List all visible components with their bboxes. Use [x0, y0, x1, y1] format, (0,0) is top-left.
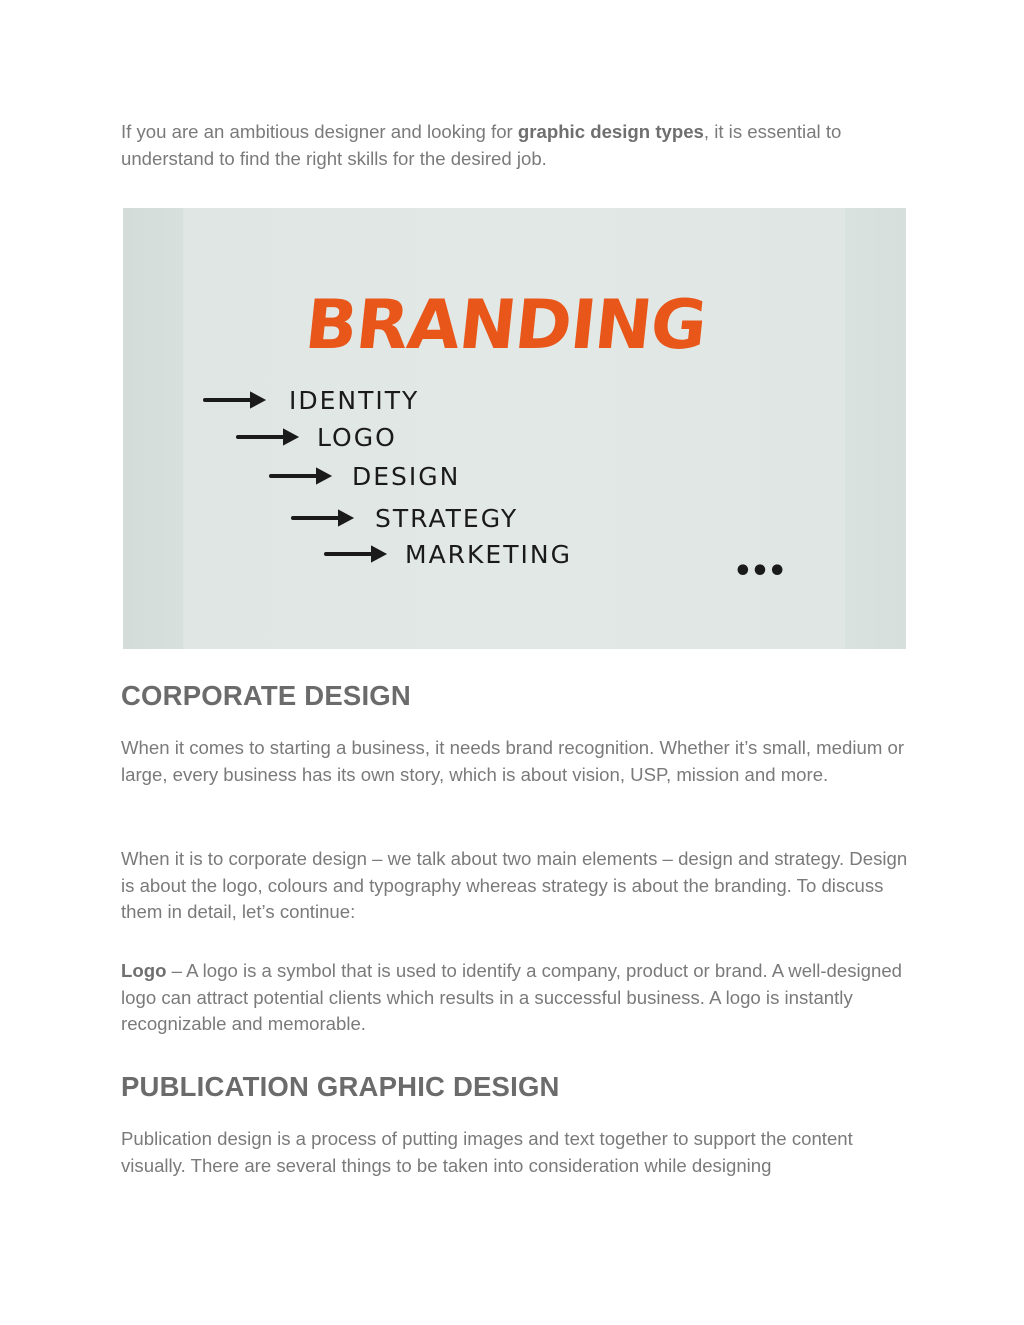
publication-paragraph: Publication design is a process of putting images and text together to support the content visually. There are several things to be taken into consideration while designing: [121, 1128, 853, 1176]
section-heading-publication-graphic-design: PUBLICATION GRAPHIC DESIGN: [121, 1071, 560, 1102]
branding-image: [123, 208, 906, 649]
intro-text-after: , it is essential to understand to find the right skills for the desired job.: [121, 121, 842, 169]
branding-item-marketing: MARKETING: [405, 540, 572, 569]
logo-paragraph: [121, 958, 911, 1038]
ellipsis-dots: •••: [733, 554, 785, 589]
branding-item-design: DESIGN: [352, 462, 461, 491]
corporate-paragraph-1: When it comes to starting a business, it needs brand recognition. Whether it’s small, medium or large, every business has its own story, which is about vision, USP, mission and more.: [121, 737, 905, 785]
logo-term: Logo: [121, 960, 167, 981]
intro-paragraph: [121, 119, 911, 172]
section-heading-corporate-design: CORPORATE DESIGN: [121, 680, 411, 711]
branding-title: BRANDING: [301, 286, 710, 365]
intro-bold-keyword: graphic design types: [517, 121, 704, 142]
corporate-paragraph-2: When it is to corporate design – we talk about two main elements – design and strategy. Design is about the logo, colours and typography whereas strategy is about the branding. To discuss them in detail, let’s continue:: [121, 848, 908, 923]
branding-item-strategy: STRATEGY: [375, 504, 519, 533]
branding-item-identity: IDENTITY: [289, 386, 420, 415]
logo-description: – A logo is a symbol that is used to identify a company, product or brand. A well-designed logo can attract potential clients which results in a successful business. A logo is instantly recognizable and memorable.: [121, 960, 903, 1035]
intro-text-before: If you are an ambitious designer and looking for: [121, 121, 518, 142]
branding-item-logo: LOGO: [317, 423, 397, 452]
